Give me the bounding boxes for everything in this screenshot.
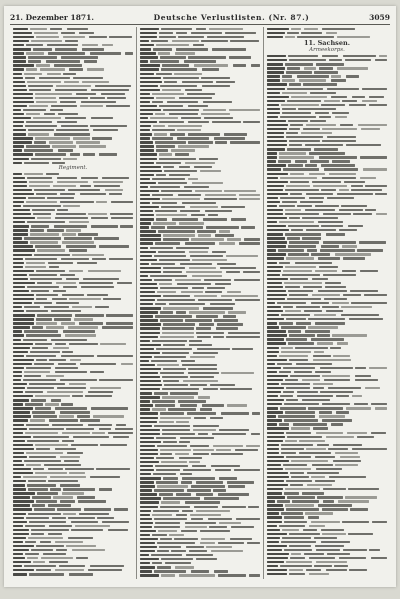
section-heading: 11. Sachsen. bbox=[304, 39, 350, 48]
column-1-subheading: Regiment. bbox=[58, 164, 88, 171]
list-entry bbox=[267, 35, 387, 39]
issue-number: (Nr. 87.) bbox=[268, 12, 310, 22]
header-title bbox=[154, 13, 310, 22]
list-entry bbox=[13, 161, 133, 165]
column-3 bbox=[263, 27, 390, 579]
text-columns bbox=[10, 27, 390, 579]
column-2 bbox=[136, 27, 263, 579]
section-subheading: Armeekorps. bbox=[309, 47, 345, 54]
list-entry bbox=[267, 572, 387, 576]
list-entry bbox=[13, 572, 133, 576]
header-date: 21. Dezember 1871. bbox=[10, 12, 94, 22]
column-1 bbox=[10, 27, 136, 579]
publication-title: Deutsche Verlustlisten. bbox=[153, 12, 266, 22]
page-number: 3059 bbox=[369, 12, 390, 22]
list-entry bbox=[140, 573, 260, 577]
newspaper-page bbox=[4, 6, 396, 587]
page-header bbox=[10, 10, 390, 25]
